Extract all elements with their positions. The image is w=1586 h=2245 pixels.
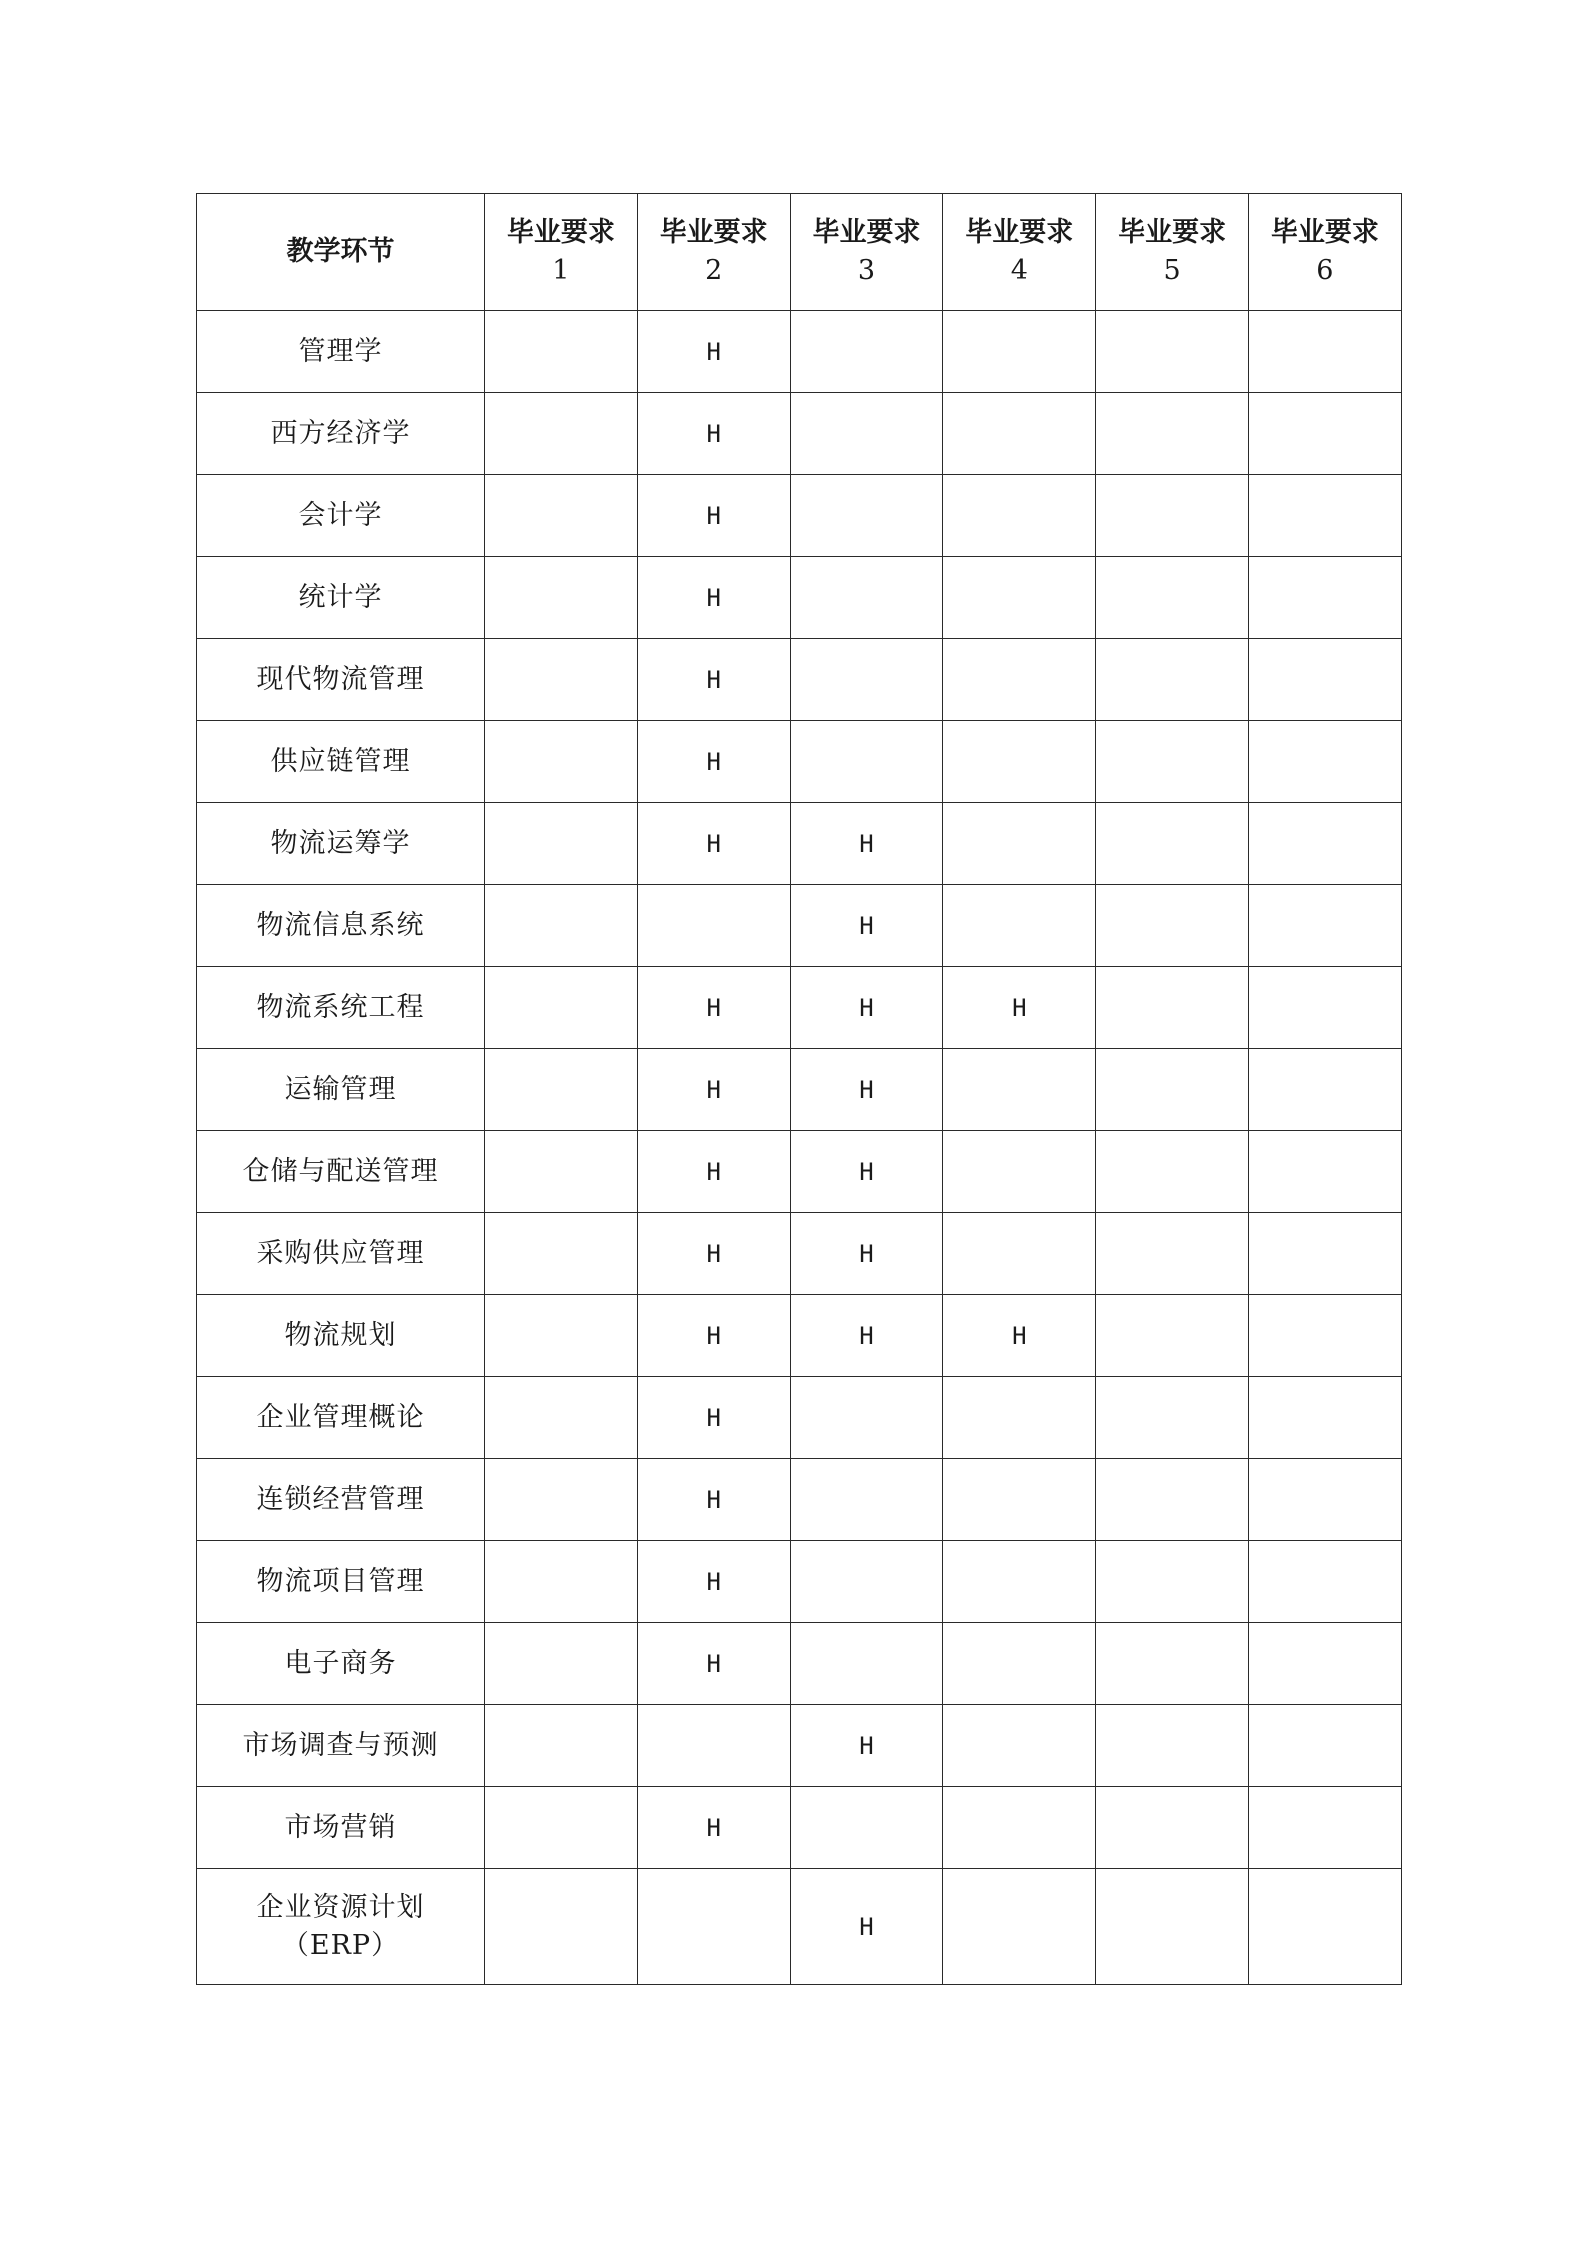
requirement-6-mark-cell [1248,803,1401,885]
requirement-3-mark-cell [790,639,943,721]
requirement-5-mark-cell [1096,1623,1249,1705]
course-name-cell [197,1131,485,1213]
requirement-6-mark-cell [1248,1459,1401,1541]
course-name: 企业管理概论 [256,1401,425,1433]
requirement-2-mark-cell: H [637,475,790,557]
course-name-cell [197,1295,485,1377]
course-name: 企业资源计划 [256,1891,425,1923]
course-name-cell [197,1377,485,1459]
requirement-5-mark-cell [1096,1049,1249,1131]
requirement-6-mark-cell [1248,967,1401,1049]
requirement-4-mark-cell [943,1787,1096,1869]
requirement-5-mark-cell [1096,393,1249,475]
course-name: 运输管理 [284,1073,397,1105]
course-name: 市场营销 [284,1811,397,1843]
requirement-1-mark-cell [485,967,638,1049]
requirement-1-mark-cell [485,721,638,803]
requirement-4-mark-cell [943,1213,1096,1295]
requirement-1-mark-cell [485,1869,638,1985]
requirement-1-mark-cell [485,1213,638,1295]
requirement-4-mark-cell [943,885,1096,967]
requirement-4-mark-cell [943,1623,1096,1705]
course-name: 市场调查与预测 [242,1729,439,1761]
requirement-3-mark-cell [790,393,943,475]
requirement-4-mark-cell [943,1541,1096,1623]
requirement-1-mark-cell [485,1377,638,1459]
course-name-cell [197,1869,485,1985]
requirement-6-mark-cell [1248,1869,1401,1985]
requirement-1-mark-cell [485,393,638,475]
requirement-3-mark-cell: H [790,1295,943,1377]
requirement-3-mark-cell [790,475,943,557]
requirement-6-mark-cell [1248,885,1401,967]
requirement-3-mark-cell: H [790,885,943,967]
requirement-1-mark-cell [485,1049,638,1131]
requirement-1-mark-cell [485,1623,638,1705]
requirement-2-mark-cell: H [637,1377,790,1459]
course-name-cell [197,885,485,967]
requirement-6-mark-cell [1248,1623,1401,1705]
header-requirement-5: 毕业要求 5 [1096,194,1249,311]
requirement-6-mark-cell [1248,721,1401,803]
course-name: 物流项目管理 [256,1565,425,1597]
requirement-4-mark-cell: H [943,967,1096,1049]
course-name: 物流规划 [284,1319,397,1351]
requirement-1-mark-cell [485,311,638,393]
table-row [197,1049,1402,1131]
requirement-6-mark-cell [1248,475,1401,557]
header-requirement-1: 毕业要求 1 [485,194,638,311]
course-name-cell [197,1705,485,1787]
requirement-6-mark-cell [1248,1541,1401,1623]
table-row [197,1541,1402,1623]
course-name-cell [197,475,485,557]
requirement-5-mark-cell [1096,803,1249,885]
requirement-6-mark-cell [1248,1295,1401,1377]
requirement-5-mark-cell [1096,1295,1249,1377]
table-row [197,1131,1402,1213]
requirement-5-mark-cell [1096,967,1249,1049]
table-row [197,475,1402,557]
course-name: 现代物流管理 [256,663,425,695]
requirement-5-mark-cell [1096,1787,1249,1869]
requirement-2-mark-cell: H [637,1049,790,1131]
requirement-2-mark-cell: H [637,1623,790,1705]
requirement-3-mark-cell: H [790,803,943,885]
course-name: 物流系统工程 [256,991,425,1023]
requirement-5-mark-cell [1096,557,1249,639]
requirement-5-mark-cell [1096,721,1249,803]
requirement-3-mark-cell [790,1787,943,1869]
table-row [197,1459,1402,1541]
course-name: 电子商务 [284,1647,397,1679]
requirement-4-mark-cell [943,803,1096,885]
requirement-5-mark-cell [1096,1459,1249,1541]
requirement-3-mark-cell: H [790,1869,943,1985]
header-row [197,194,1402,311]
course-name-cell [197,311,485,393]
requirement-6-mark-cell [1248,311,1401,393]
requirement-4-mark-cell [943,1459,1096,1541]
requirement-2-mark-cell: H [637,721,790,803]
requirement-6-mark-cell [1248,1787,1401,1869]
course-name-cell [197,1049,485,1131]
requirement-5-mark-cell [1096,1541,1249,1623]
header-requirement-4: 毕业要求 4 [943,194,1096,311]
requirement-6-mark-cell [1248,557,1401,639]
table-row [197,1705,1402,1787]
requirement-2-mark-cell [637,885,790,967]
requirement-4-mark-cell [943,475,1096,557]
requirement-4-mark-cell [943,393,1096,475]
requirement-2-mark-cell [637,1705,790,1787]
requirement-4-mark-cell [943,311,1096,393]
course-name: 物流信息系统 [256,909,425,941]
requirement-3-mark-cell [790,721,943,803]
requirement-4-mark-cell [943,557,1096,639]
requirement-5-mark-cell [1096,1213,1249,1295]
requirement-2-mark-cell: H [637,967,790,1049]
course-name-cell [197,393,485,475]
requirement-3-mark-cell: H [790,1705,943,1787]
requirement-3-mark-cell [790,1541,943,1623]
course-name: 仓储与配送管理 [242,1155,439,1187]
requirements-matrix-table [196,193,1402,1985]
table-row [197,803,1402,885]
requirement-4-mark-cell [943,1377,1096,1459]
requirement-5-mark-cell [1096,1377,1249,1459]
course-name-cell [197,1623,485,1705]
course-name-cell [197,1541,485,1623]
course-name: 采购供应管理 [256,1237,425,1269]
requirement-6-mark-cell [1248,639,1401,721]
table-row [197,393,1402,475]
course-name-cell [197,967,485,1049]
course-name-cell [197,1787,485,1869]
table-row [197,721,1402,803]
table-row [197,1869,1402,1985]
requirement-6-mark-cell [1248,393,1401,475]
course-name: 西方经济学 [270,417,411,449]
requirement-5-mark-cell [1096,1869,1249,1985]
requirement-4-mark-cell [943,1705,1096,1787]
course-name-line2: （ERP） [281,1929,400,1961]
course-name: 连锁经营管理 [256,1483,425,1515]
requirement-3-mark-cell [790,557,943,639]
header-requirement-6: 毕业要求 6 [1248,194,1401,311]
requirement-1-mark-cell [485,1131,638,1213]
course-name-cell [197,557,485,639]
table-row [197,557,1402,639]
table-row [197,967,1402,1049]
table-row [197,639,1402,721]
requirement-1-mark-cell [485,803,638,885]
requirement-2-mark-cell: H [637,1459,790,1541]
requirement-5-mark-cell [1096,1705,1249,1787]
requirement-5-mark-cell [1096,475,1249,557]
header-requirement-3: 毕业要求 3 [790,194,943,311]
table-header [197,194,1402,311]
requirement-1-mark-cell [485,1705,638,1787]
requirement-2-mark-cell: H [637,1541,790,1623]
course-name-cell [197,803,485,885]
requirement-2-mark-cell: H [637,1295,790,1377]
requirement-3-mark-cell: H [790,1131,943,1213]
requirement-5-mark-cell [1096,639,1249,721]
course-name-cell [197,721,485,803]
table-body [197,311,1402,1985]
requirement-4-mark-cell [943,1131,1096,1213]
header-requirement-2: 毕业要求 2 [637,194,790,311]
header-course: 教学环节 [197,194,485,311]
requirement-1-mark-cell [485,1295,638,1377]
requirement-6-mark-cell [1248,1705,1401,1787]
requirement-1-mark-cell [485,885,638,967]
requirement-3-mark-cell: H [790,1049,943,1131]
table-row [197,1623,1402,1705]
requirement-5-mark-cell [1096,885,1249,967]
requirement-3-mark-cell [790,311,943,393]
requirement-3-mark-cell [790,1623,943,1705]
requirement-4-mark-cell [943,1869,1096,1985]
requirement-1-mark-cell [485,475,638,557]
requirement-3-mark-cell: H [790,967,943,1049]
requirement-4-mark-cell [943,639,1096,721]
requirement-2-mark-cell: H [637,639,790,721]
requirement-5-mark-cell [1096,311,1249,393]
table-row [197,1377,1402,1459]
requirement-2-mark-cell: H [637,1787,790,1869]
requirement-1-mark-cell [485,557,638,639]
course-name: 统计学 [298,581,383,613]
requirement-1-mark-cell [485,1787,638,1869]
requirement-2-mark-cell: H [637,803,790,885]
table-row [197,1295,1402,1377]
requirement-2-mark-cell: H [637,311,790,393]
requirement-2-mark-cell: H [637,557,790,639]
requirement-6-mark-cell [1248,1377,1401,1459]
course-name-cell [197,1459,485,1541]
course-name: 会计学 [298,499,383,531]
course-name: 管理学 [298,335,383,367]
requirement-6-mark-cell [1248,1213,1401,1295]
course-name: 物流运筹学 [270,827,411,859]
requirement-3-mark-cell [790,1377,943,1459]
table-row [197,1213,1402,1295]
requirement-3-mark-cell [790,1459,943,1541]
requirement-1-mark-cell [485,639,638,721]
requirement-6-mark-cell [1248,1049,1401,1131]
requirement-4-mark-cell [943,1049,1096,1131]
course-name: 供应链管理 [270,745,411,777]
course-name-cell [197,1213,485,1295]
requirement-2-mark-cell: H [637,1131,790,1213]
requirement-2-mark-cell [637,1869,790,1985]
table-row [197,885,1402,967]
requirement-4-mark-cell: H [943,1295,1096,1377]
requirement-5-mark-cell [1096,1131,1249,1213]
requirement-3-mark-cell: H [790,1213,943,1295]
requirement-1-mark-cell [485,1459,638,1541]
course-name-cell [197,639,485,721]
table-row [197,311,1402,393]
requirement-1-mark-cell [485,1541,638,1623]
requirement-4-mark-cell [943,721,1096,803]
requirement-2-mark-cell: H [637,393,790,475]
table-row [197,1787,1402,1869]
requirement-2-mark-cell: H [637,1213,790,1295]
requirement-6-mark-cell [1248,1131,1401,1213]
